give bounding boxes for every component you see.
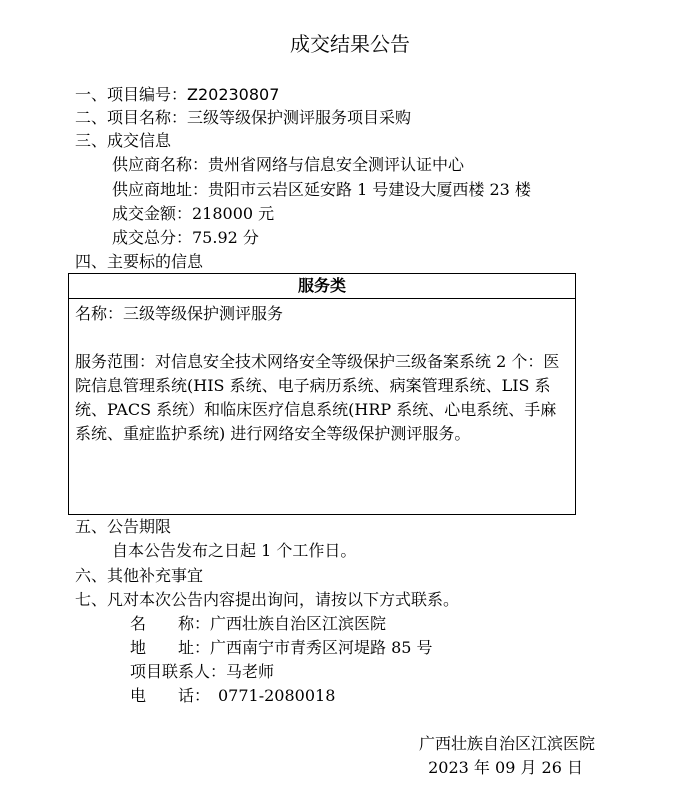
signature-date: 2023 年 09 月 26 日 bbox=[428, 758, 583, 777]
supplier-name: 供应商名称：贵州省网络与信息安全测评认证中心 bbox=[112, 155, 465, 174]
contact-person: 项目联系人：马老师 bbox=[130, 662, 275, 681]
subject-table bbox=[68, 273, 576, 515]
section-main-subject: 四、主要标的信息 bbox=[75, 252, 204, 271]
subject-table-header: 服务类 bbox=[69, 274, 575, 299]
spacer bbox=[75, 326, 571, 350]
deal-amount: 成交金额：218000 元 bbox=[112, 204, 275, 223]
contact-address: 地 址：广西南宁市青秀区河堤路 85 号 bbox=[130, 638, 433, 657]
section-project-number: 一、项目编号：Z20230807 bbox=[75, 85, 280, 104]
service-scope: 服务范围：对信息安全技术网络安全等级保护三级备案系统 2 个：医院信息管理系统(HIS 系统、电子病历系统、病案管理系统、LIS 系统、PACS 系统）和临床医疗信息系统(HRP 系统、心电系统、手麻系统、重症监护系统) 进行网络安全等级保护测评服务。 bbox=[75, 352, 560, 443]
deal-score: 成交总分：75.92 分 bbox=[112, 228, 259, 247]
section-notice-period: 五、公告期限 bbox=[75, 517, 172, 536]
notice-period-text: 自本公告发布之日起 1 个工作日。 bbox=[112, 541, 357, 560]
subject-table-body bbox=[69, 299, 575, 446]
contact-name: 名 称：广西壮族自治区江滨医院 bbox=[130, 614, 387, 633]
service-name: 名称：三级等级保护测评服务 bbox=[75, 304, 284, 323]
page-title: 成交结果公告 bbox=[290, 32, 410, 56]
section-contact: 七、凡对本次公告内容提出询问，请按以下方式联系。 bbox=[75, 590, 460, 609]
section-deal-info: 三、成交信息 bbox=[75, 131, 172, 150]
supplier-address: 供应商地址：贵阳市云岩区延安路 1 号建设大厦西楼 23 楼 bbox=[112, 180, 531, 199]
section-other-matters: 六、其他补充事宜 bbox=[75, 566, 204, 585]
section-project-name: 二、项目名称：三级等级保护测评服务项目采购 bbox=[75, 108, 412, 127]
contact-phone: 电 话： 0771-2080018 bbox=[130, 686, 336, 705]
signature-org: 广西壮族自治区江滨医院 bbox=[418, 734, 595, 753]
